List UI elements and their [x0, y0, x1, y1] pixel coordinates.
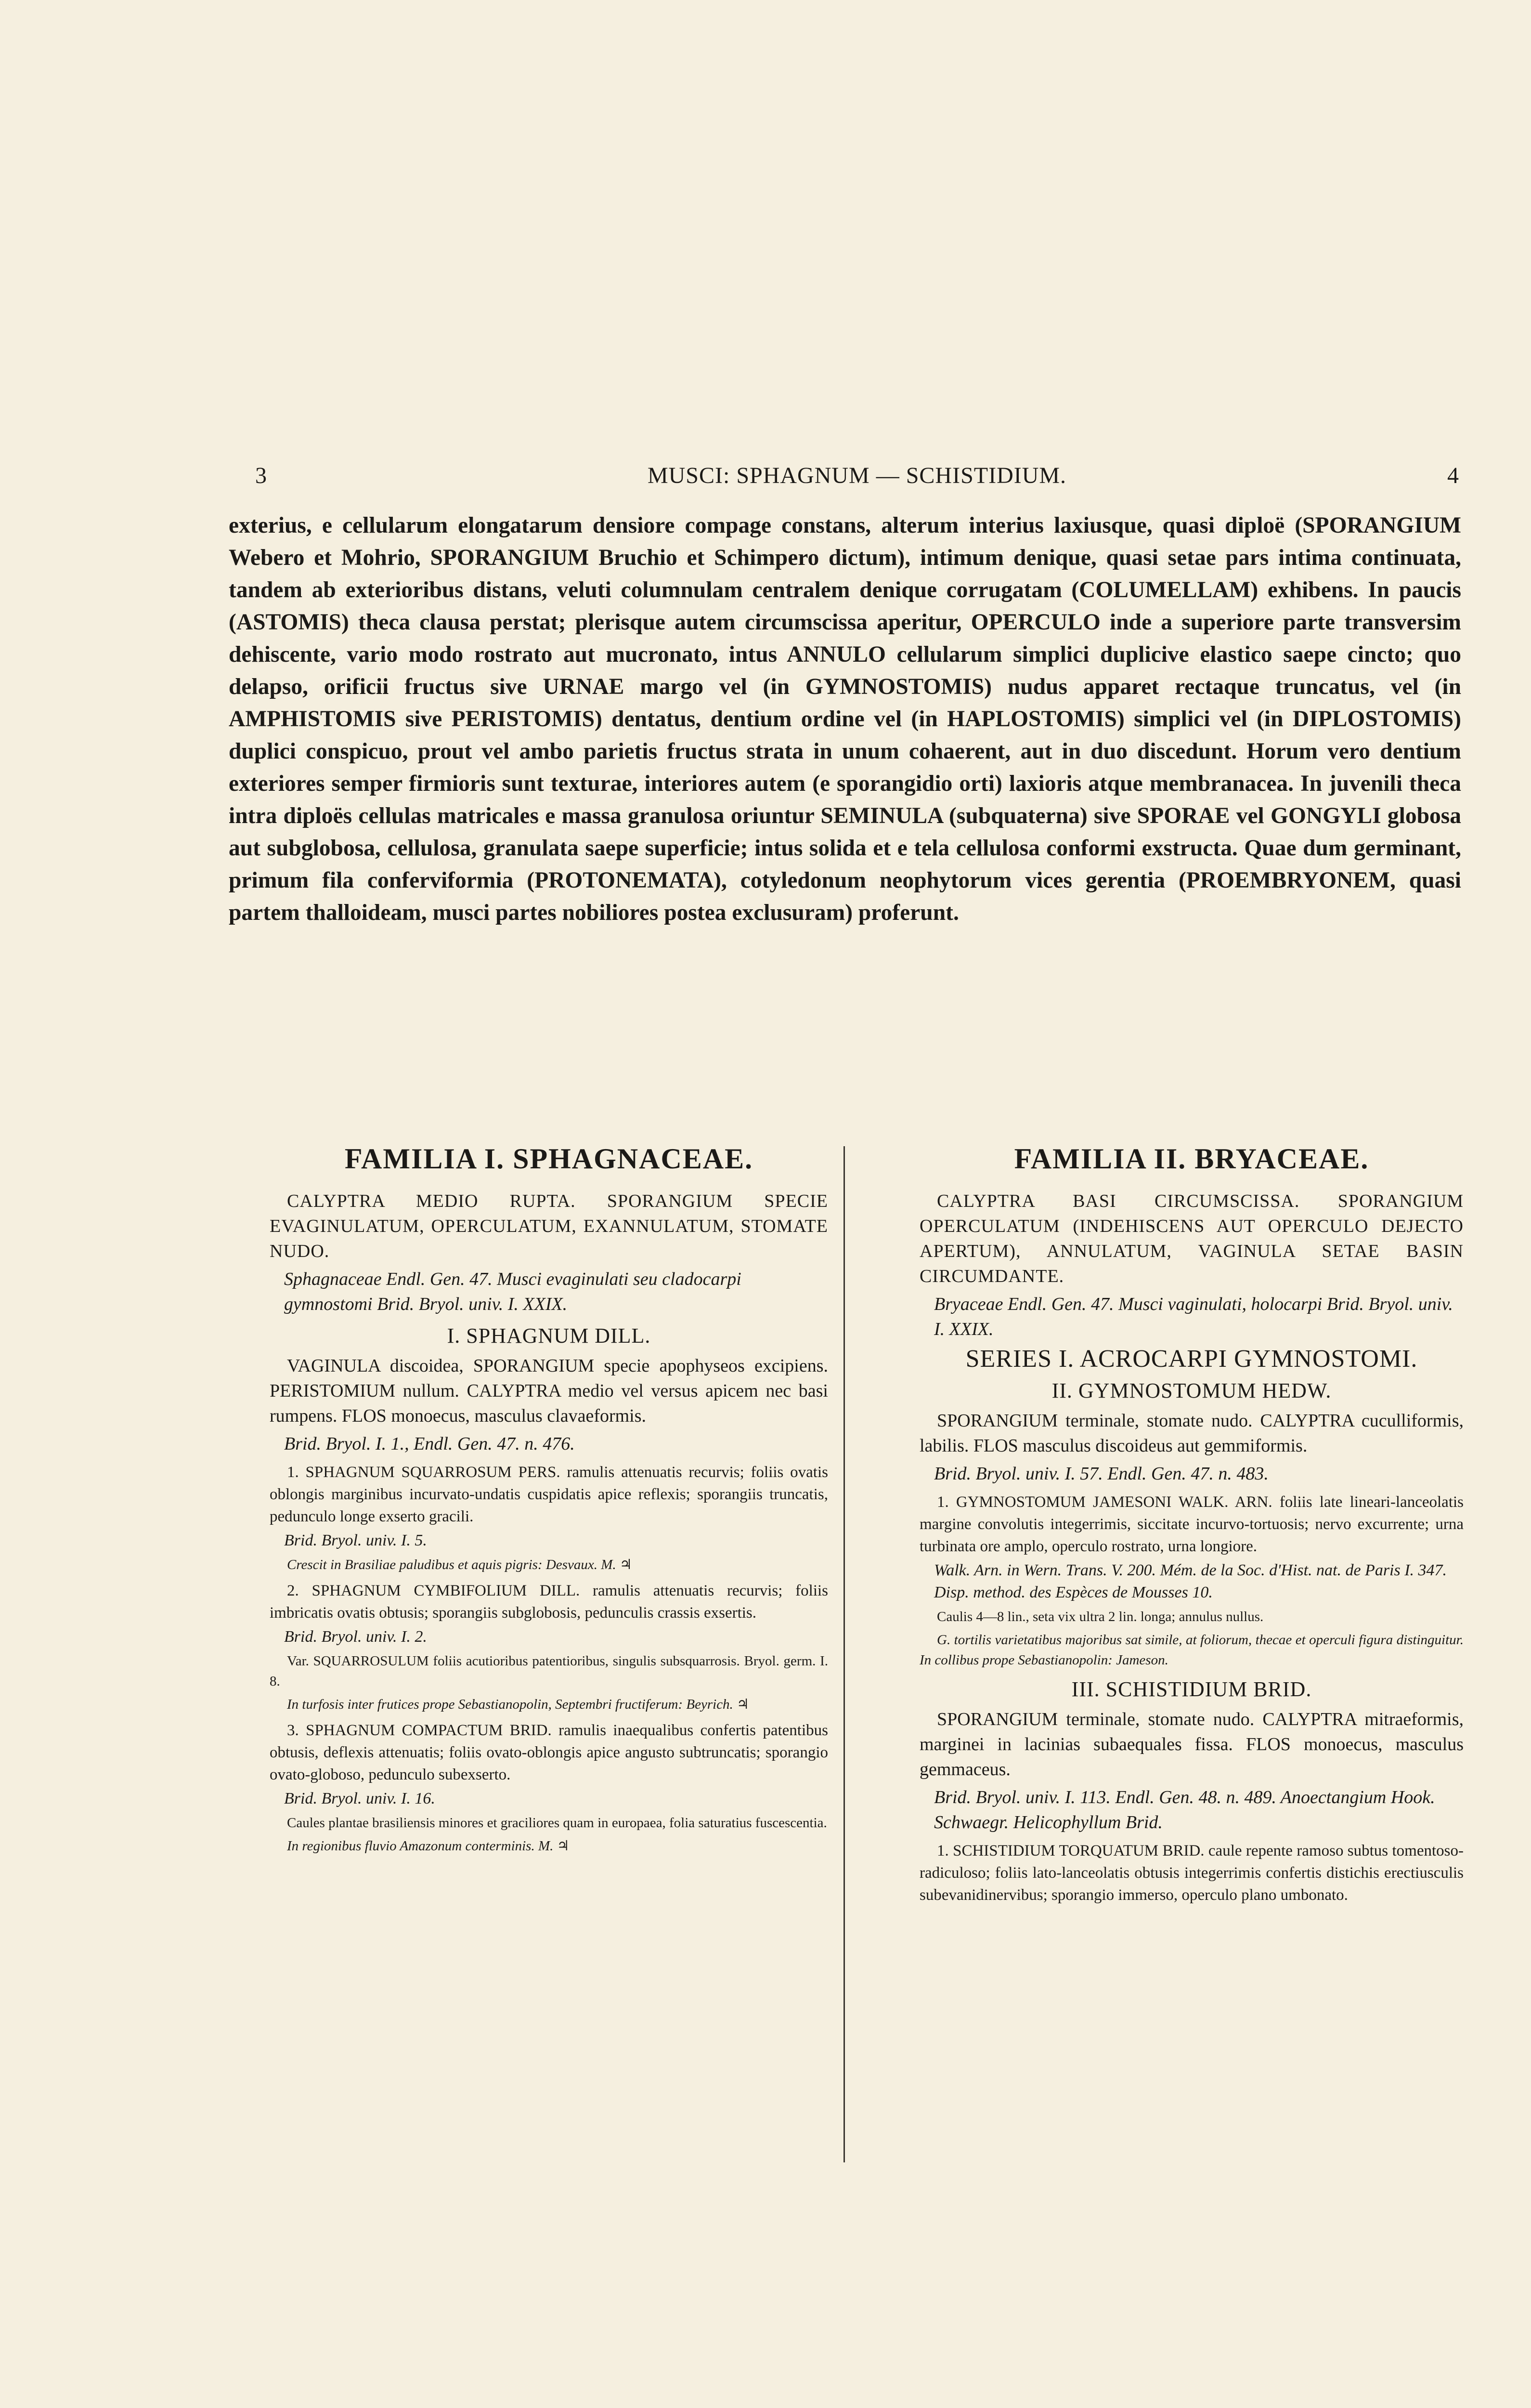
series-title: SERIES I. ACROCARPI GYMNOSTOMI.: [965, 1345, 1418, 1373]
species-reference: Brid. Bryol. univ. I. 5.: [284, 1531, 427, 1549]
species-reference: Brid. Bryol. univ. I. 16.: [284, 1790, 435, 1807]
running-head: [255, 462, 1459, 496]
genus-characters: VAGINULA discoidea, SPORANGIUM specie apophyseos excipiens. PERISTOMIUM nullum. CALYPTRA medio vel versus apicem nec basi rumpens. FLOS monoecus, masculus clavaeformis.: [270, 1356, 828, 1426]
habitat-note: Crescit in Brasiliae paludibus et aquis pigris: Desvaux. M. ♃: [287, 1557, 632, 1572]
left-column: [270, 1141, 828, 1859]
page-number-right: 4: [1447, 463, 1459, 488]
species-entry: 3. SPHAGNUM COMPACTUM BRID. ramulis inaequalibus confertis patentibus obtusis, deflexis attenuatis; foliis ovato-oblongis apice angusto subtruncatis; sporangio ovato-globoso, pedunculo subexserto.: [270, 1722, 828, 1783]
species-entry: 1. SCHISTIDIUM TORQUATUM BRID. caule repente ramoso subtus tomentoso-radiculoso; foliis lato-lanceolatis obtusis integerrimis confertis distichis erectiusculis subevanidinervibus; sporangio immerso, operculo plano umbonato.: [920, 1842, 1464, 1904]
habitat-note: In turfosis inter frutices prope Sebastianopolin, Septembri fructiferum: Beyrich. ♃: [287, 1697, 750, 1712]
variety-note: Var. SQUARROSULUM foliis acutioribus patentioribus, singulis subsquarrosis. Bryol. germ. I. 8.: [270, 1653, 828, 1689]
page-number-left: 3: [255, 463, 267, 488]
species-entry: 1. SPHAGNUM SQUARROSUM PERS. ramulis attenuatis recurvis; foliis ovatis oblongis marginibus incurvato-undatis cuspidatis apice reflexis; sporangiis truncatis, pedunculo longe exserto gracili.: [270, 1464, 828, 1525]
intro-paragraph: [229, 510, 1461, 929]
column-divider: [843, 1146, 845, 2162]
family-title-sphagnaceae: FAMILIA I. SPHAGNACEAE.: [344, 1143, 753, 1175]
genus-title-sphagnum: I. SPHAGNUM DILL.: [447, 1324, 651, 1348]
genus-reference: Brid. Bryol. univ. I. 57. Endl. Gen. 47. n. 483.: [934, 1464, 1269, 1484]
family-reference: Bryaceae Endl. Gen. 47. Musci vaginulati, holocarpi Brid. Bryol. univ. I. XXIX.: [934, 1294, 1453, 1339]
right-column: [920, 1141, 1464, 1908]
family-reference: Sphagnaceae Endl. Gen. 47. Musci evaginulati seu cladocarpi gymnostomi Brid. Bryol. univ. I. XXIX.: [284, 1269, 741, 1314]
genus-title-gymnostomum: II. GYMNOSTOMUM HEDW.: [1051, 1379, 1332, 1402]
species-entry: 2. SPHAGNUM CYMBIFOLIUM DILL. ramulis attenuatis recurvis; foliis imbricatis ovatis obtusis; sporangiis subglobosis, pedunculis crassis exsertis.: [270, 1582, 828, 1622]
family-characters: CALYPTRA BASI CIRCUMSCISSA. SPORANGIUM OPERCULATUM (INDEHISCENS AUT OPERCULO DEJECTO APERTUM), ANNULATUM, VAGINULA SETAE BASIN CIRCUMDANTE.: [920, 1191, 1464, 1286]
genus-characters: SPORANGIUM terminale, stomate nudo. CALYPTRA cuculliformis, labilis. FLOS masculus discoideus aut gemmiformis.: [920, 1411, 1464, 1456]
habitat-note: G. tortilis varietatibus majoribus sat simile, at foliorum, thecae et operculi figura distinguitur. In collibus prope Sebastianopolin: Jameson.: [920, 1632, 1464, 1668]
habitat-note: In regionibus fluvio Amazonum conterminis. M. ♃: [287, 1838, 570, 1854]
genus-reference: Brid. Bryol. I. 1., Endl. Gen. 47. n. 476.: [284, 1434, 575, 1454]
description-note: Caulis 4—8 lin., seta vix ultra 2 lin. longa; annulus nullus.: [937, 1609, 1264, 1624]
family-title-bryaceae: FAMILIA II. BRYACEAE.: [1014, 1143, 1369, 1175]
genus-reference: Brid. Bryol. univ. I. 113. Endl. Gen. 48. n. 489. Anoectangium Hook. Schwaegr. Helicophyllum Brid.: [934, 1787, 1435, 1832]
species-reference: Walk. Arn. in Wern. Trans. V. 200. Mém. de la Soc. d'Hist. nat. de Paris I. 347. Disp. method. des Espèces de Mousses 10.: [934, 1561, 1447, 1601]
running-title: MUSCI: SPHAGNUM — SCHISTIDIUM.: [647, 463, 1067, 488]
description-note: Caules plantae brasiliensis minores et graciliores quam in europaea, folia saturatius fuscescentia.: [287, 1815, 827, 1831]
genus-title-schistidium: III. SCHISTIDIUM BRID.: [1071, 1677, 1312, 1701]
species-reference: Brid. Bryol. univ. I. 2.: [284, 1628, 427, 1646]
intro-text: exterius, e cellularum elongatarum densiore compage constans, alterum interius laxiusque, quasi diploë (SPORANGIUM Webero et Mohrio, SPORANGIUM Bruchio et Schimpero dictum), intimum denique, quasi setae pars intima continuata, tandem ab exterioribus distans, veluti columnulam centralem denique corrugatam (COLUMELLAM) exhibens. In paucis (ASTOMIS) theca clausa perstat; plerisque autem circumscissa aperitur, OPERCULO inde a superiore parte transversim dehiscente, vario modo rostrato aut mucronato, intus ANNULO cellularum simplici duplicive elastico saepe cincto; quo delapso, orificii fructus sive URNAE margo vel (in GYMNOSTOMIS) nudus apparet rectaque truncatus, vel (in AMPHISTOMIS sive PERISTOMIS) dentatus, dentium ordine vel (in HAPLOSTOMIS) simplici vel (in DIPLOSTOMIS) duplici conspicuo, prout vel ambo parietis fructus strata in unum cohaerent, aut in duo discedunt. Horum vero dentium exteriores semper firmioris sunt texturae, interiores autem (e sporangidio orti) laxioris atque membranacea. In juvenili theca intra diploës cellulas matricales e massa granulosa oriuntur SEMINULA (subquaterna) sive SPORAE vel GONGYLI globosa aut subglobosa, cellulosa, granulata saepe superficie; intus solida et e tela cellulosa conformi exstructa. Quae dum germinant, primum fila conferviformia (PROTONEMATA), cotyledonum neophytorum vices gerentia (PROEMBRYONEM, quasi partem thalloideam, musci partes nobiliores postea exclusuram) proferunt.: [229, 513, 1461, 925]
species-entry: 1. GYMNOSTOMUM JAMESONI WALK. ARN. foliis late lineari-lanceolatis margine convolutis integerrimis, siccitate incurvo-tortuosis; nervo excurrente; urna turbinata ore amplo, operculo rostrato, urna longiore.: [920, 1493, 1464, 1555]
family-characters: CALYPTRA MEDIO RUPTA. SPORANGIUM SPECIE EVAGINULATUM, OPERCULATUM, EXANNULATUM, STOMATE NUDO.: [270, 1191, 828, 1261]
genus-characters: SPORANGIUM terminale, stomate nudo. CALYPTRA mitraeformis, marginei in lacinias subaequales fissa. FLOS monoecus, masculus gemmaceus.: [920, 1709, 1464, 1780]
